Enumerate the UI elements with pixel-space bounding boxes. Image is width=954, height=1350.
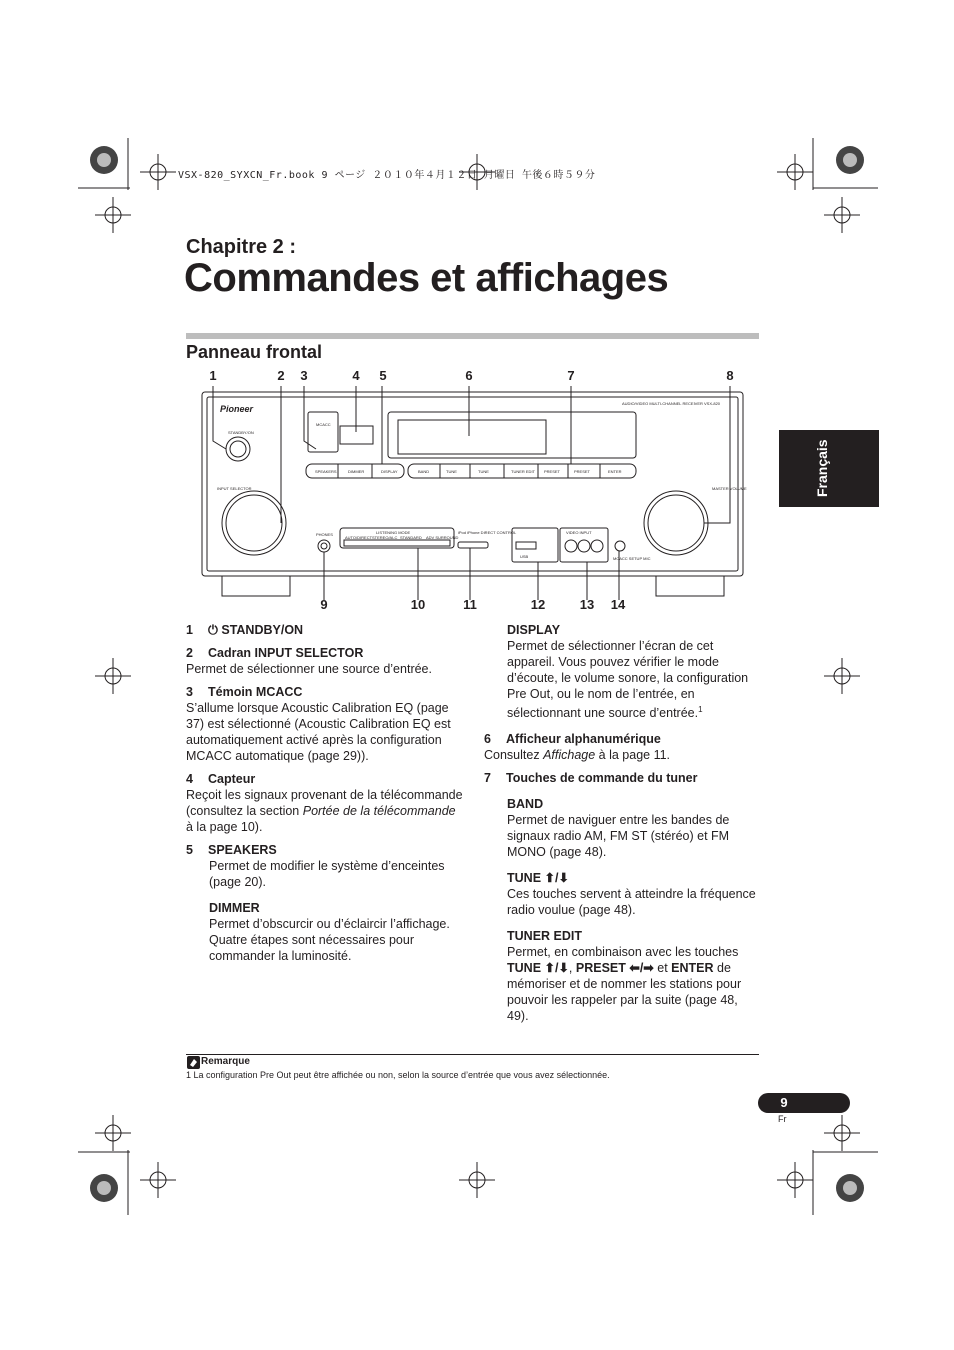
- note-text: 1 La configuration Pre Out peut être affichée ou non, selon la source d’entrée que vous avez sélectionnée.: [186, 1070, 610, 1080]
- callout-10: 10: [410, 597, 426, 612]
- callout-8: 8: [726, 368, 734, 383]
- page-lang: Fr: [778, 1114, 787, 1124]
- item-2-text: Permet de sélectionner une source d’entrée.: [186, 662, 432, 676]
- item-3-text: S’allume lorsque Acoustic Calibration EQ (page 37) est sélectionné (Acoustic Calibration EQ est automatiquement activé après la configuration MCACC automatique (page 29)).: [186, 701, 451, 763]
- panel-lm-adv-surround: ADV SURROUND: [426, 535, 459, 540]
- callout-14: 14: [610, 597, 626, 612]
- page-number: 9: [780, 1095, 788, 1110]
- callout-12: 12: [530, 597, 546, 612]
- callout-13: 13: [579, 597, 595, 612]
- panel-input-selector-label: INPUT SELECTOR: [217, 486, 252, 491]
- panel-btn-enter: ENTER: [608, 469, 622, 474]
- panel-btn-tune-up: TUNE: [446, 469, 457, 474]
- item-5-text: Permet de modifier le système d’enceintes (page 20).: [209, 859, 445, 889]
- panel-brand: Pioneer: [220, 404, 254, 414]
- title-rule: [186, 333, 759, 339]
- item-2-number: 2: [186, 646, 193, 660]
- language-tab-label: Français: [814, 439, 830, 497]
- note-title: Remarque: [201, 1056, 250, 1067]
- item-3-title: Témoin MCACC: [208, 685, 303, 699]
- dimmer-text: Permet d’obscurcir ou d’éclaircir l’affichage. Quatre étapes sont nécessaires pour commander la luminosité.: [209, 917, 450, 963]
- item-4-title: Capteur: [208, 772, 256, 786]
- panel-phones-label: PHONES: [316, 532, 333, 537]
- callout-4: 4: [352, 368, 360, 383]
- front-panel-illustration: [190, 386, 750, 600]
- callout-9: 9: [320, 597, 328, 612]
- item-5-number: 5: [186, 843, 193, 857]
- panel-btn-tuner-edit: TUNER EDIT: [511, 469, 535, 474]
- dimmer-title: DIMMER: [209, 901, 260, 915]
- item-4-number: 4: [186, 772, 193, 786]
- tuner-edit-text: Permet, en combinaison avec les touches TUNE ⬆/⬇, PRESET ⬅/➡ et ENTER de mémoriser et de nommer les stations pour pouvoir les rappeler par la suite (page 48, 49).: [507, 945, 742, 1024]
- item-7-title: Touches de commande du tuner: [506, 771, 698, 786]
- panel-video-input-label: VIDEO INPUT: [566, 530, 592, 535]
- panel-mcacc-setup-label: MCACC SETUP MIC: [613, 556, 651, 561]
- panel-btn-speakers: SPEAKERS: [315, 469, 337, 474]
- panel-iphone-label: iPod iPhone DIRECT CONTROL: [458, 530, 517, 535]
- panel-listening-mode-label: LISTENING MODE: [376, 530, 411, 535]
- panel-btn-preset-right: PRESET: [574, 469, 591, 474]
- item-7-number: 7: [484, 771, 491, 786]
- callout-5: 5: [379, 368, 387, 383]
- item-1-title: ⏻ STANDBY/ON: [208, 623, 304, 637]
- note-icon: [187, 1056, 200, 1069]
- panel-usb-label: USB: [520, 554, 529, 559]
- note-rule: [186, 1054, 759, 1055]
- callout-3: 3: [300, 368, 308, 383]
- panel-lm-auto-direct: AUTO/DIRECT: [345, 535, 373, 540]
- panel-model: AUDIO/VIDEO MULTI-CHANNEL RECEIVER VSX-820: [622, 401, 721, 406]
- section-title: Panneau frontal: [186, 342, 323, 362]
- panel-btn-band: BAND: [418, 469, 430, 474]
- file-header: VSX-820_SYXCN_Fr.book 9 ページ ２０１０年４月１２日 月曜日 午後６時５９分: [178, 170, 596, 181]
- panel-mcacc-label: MCACC: [316, 422, 331, 427]
- panel-lm-standard: STANDARD: [400, 535, 422, 540]
- band-text: Permet de naviguer entre les bandes de signaux radio AM, FM ST (stéréo) et FM MONO (page 48).: [507, 813, 730, 860]
- item-6-text: Consultez Affichage à la page 11.: [484, 748, 671, 763]
- item-3-number: 3: [186, 685, 193, 699]
- chapter-label: Chapitre 2 :: [186, 236, 297, 258]
- panel-standby-label: STANDBY/ON: [228, 430, 254, 435]
- right-column: [484, 622, 760, 1031]
- callout-6: 6: [465, 368, 473, 383]
- item-4-text: Reçoit les signaux provenant de la télécommande (consultez la section Portée de la télécommande à la page 10).: [186, 788, 463, 834]
- panel-master-volume-label: MASTER VOLUME: [712, 486, 747, 491]
- page-title: Commandes et affichages: [184, 256, 669, 300]
- item-6-title: Afficheur alphanumérique: [506, 732, 661, 747]
- display-text: Permet de sélectionner l’écran de cet appareil. Vous pouvez vérifier le mode d’écoute, le volume sonore, la configuration Pre Out, ou le nom de l’entrée, en sélectionnant une source d’entrée.$^1$: [507, 639, 749, 721]
- callout-7: 7: [567, 368, 575, 383]
- item-1-number: 1: [186, 623, 193, 637]
- panel-btn-preset-left: PRESET: [544, 469, 561, 474]
- panel-btn-display: DISPLAY: [381, 469, 398, 474]
- item-2-title: Cadran INPUT SELECTOR: [208, 646, 364, 660]
- callout-1: 1: [209, 368, 217, 383]
- item-5-title: SPEAKERS: [208, 843, 277, 857]
- callout-2: 2: [277, 368, 285, 383]
- tune-text: Ces touches servent à atteindre la fréquence radio voulue (page 48).: [507, 887, 756, 918]
- band-title: BAND: [507, 797, 544, 812]
- tuner-edit-title: TUNER EDIT: [507, 929, 582, 944]
- tune-title: TUNE ⬆/⬇: [507, 871, 569, 886]
- panel-btn-tune-down: TUNE: [478, 469, 489, 474]
- panel-lm-stereo-alc: STEREO/ALC: [372, 535, 398, 540]
- item-6-number: 6: [484, 732, 491, 747]
- left-column: [186, 622, 466, 971]
- panel-btn-dimmer: DIMMER: [348, 469, 365, 474]
- display-title: DISPLAY: [507, 623, 561, 637]
- callout-11: 11: [463, 597, 477, 612]
